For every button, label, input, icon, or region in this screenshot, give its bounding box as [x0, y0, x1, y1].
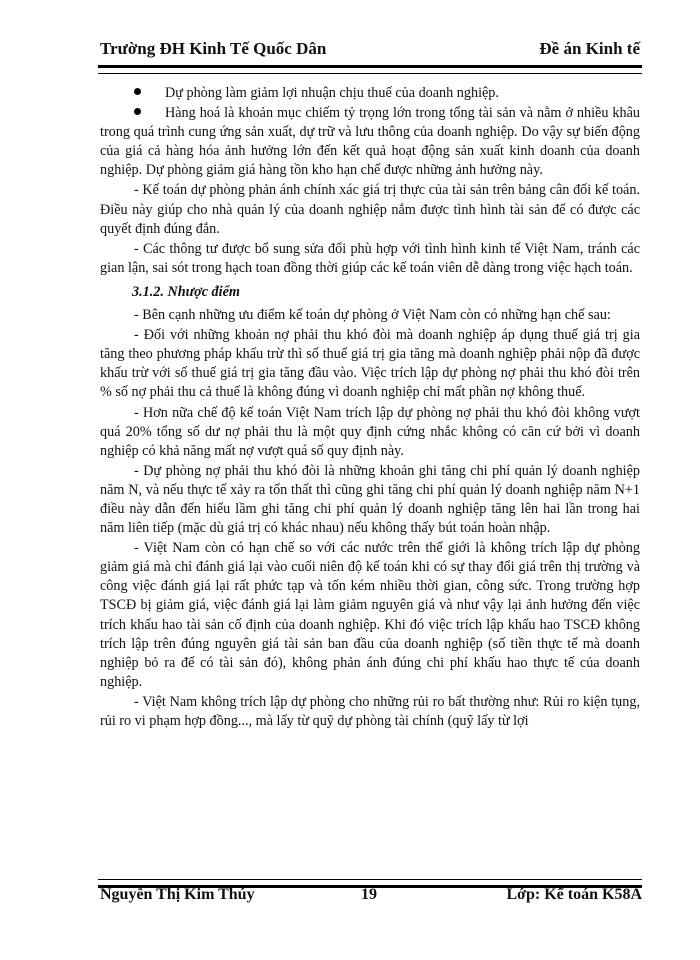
paragraph: - Các thông tư được bổ sung sửa đổi phù hợp với tình hình kinh tế Việt Nam, tránh các gian lận, sai sót trong hạch toan đồng thời giúp các kế toán viên dễ dàng trong việc hạch toán. — [100, 240, 640, 276]
bullet-text: Dự phòng làm giảm lợi nhuận chịu thuế của doanh nghiệp. — [165, 85, 499, 101]
page-header — [100, 34, 640, 64]
bullet-paragraph — [100, 104, 640, 180]
header-rule — [98, 65, 642, 74]
paragraph: - Kế toán dự phòng phản ánh chính xác giá trị thực của tài sản trên bảng cân đối kế toán. Điều này giúp cho nhà quản lý của doanh nghiệp nắm được tình hình tài sản để có được các quyết định đúng đắn. — [100, 182, 640, 237]
bullet-paragraph — [100, 84, 640, 103]
bullet-icon — [134, 88, 141, 95]
paragraph: - Hơn nữa chế độ kế toán Việt Nam trích lập dự phòng nợ phải thu khó đòi không vượt quá 20% tổng số dư nợ phải thu là một quy định cứng nhắc không có căn cứ bởi vì doanh nghiệp có khả năng mất nợ vượt quá số quy định này. — [100, 404, 640, 459]
page-footer — [100, 886, 642, 910]
bullet-icon — [134, 108, 141, 115]
paragraph: - Dự phòng nợ phải thu khó đòi là những khoản ghi tăng chi phí quản lý doanh nghiệp năm N, và nếu thực tế xảy ra tổn thất thì cũng ghi tăng chi phí quản lý doanh nghiệp năm N+1 điều này dẫn đến hiểu lầm ghi tăng chi phí quản lý doanh nghiệp tăng lên hai lần trong hai năm liên tiếp (mặc dù giá trị có khác nhau) nếu không thấy bút toán hoàn nhập. — [100, 462, 640, 537]
header-document-type: Đề án Kinh tế — [539, 39, 640, 58]
page-number: 19 — [361, 886, 377, 903]
footer-class: Lớp: Kế toán K58A — [506, 886, 642, 903]
footer-author: Nguyễn Thị Kim Thúy — [100, 886, 255, 903]
page-body — [100, 84, 640, 732]
section-heading: 3.1.2. Nhược điểm — [132, 283, 240, 300]
bullet-text: Hàng hoá là khoản mục chiếm tỷ trọng lớn trong tổng tài sản và nằm ở nhiều khâu trong quá trình cung ứng sản xuất, dự trữ và lưu thông của doanh nghiệp. Do vậy sự biến động của giá cả hàng hóa ảnh hưởng lớn đến kết quả hoạt động sản xuất kinh doanh của doanh nghiệp. Dự phòng giảm giá hàng tồn kho hạn chế được những ảnh hưởng này. — [100, 105, 640, 179]
header-school-name: Trường ĐH Kinh Tế Quốc Dân — [100, 39, 327, 58]
paragraph: - Việt Nam còn có hạn chế so với các nước trên thế giới là không trích lập dự phòng giảm giá mà chỉ đánh giá lại vào cuối niên độ kế toán khi có sự thay đổi giá trên thị trường và công việc đánh giá lại rất phức tạp và tốn kém nhiều thời gian, công sức. Trong trường hợp TSCĐ bị giảm giá, việc đánh giá lại làm giảm nguyên giá và như vậy lại ảnh hưởng đến việc trích khấu hao tài sản cố định của doanh nghiệp. Khi đó việc trích lập khấu hao TSCĐ không trích lập trên đúng nguyên giá tài sản ban đầu của doanh nghiệp (số tiền thực tế mà doanh nghiệp bỏ ra để có tài sản đó), không phản ánh đúng chi phí khấu hao thực tế của doanh nghiệp. — [100, 540, 640, 690]
paragraph: - Đối với những khoản nợ phải thu khó đòi mà doanh nghiệp áp dụng thuế giá trị gia tăng theo phương pháp khấu trừ thì số thuế giá trị gia tăng mà doanh nghiệp phải nộp đã được khấu trừ với số thuế giá trị gia tăng đầu vào. Việc trích lập dự phòng nợ phải thu khó đòi trên % số nợ phải thu cả thuế là không đúng vì doanh nghiệp chỉ mất phần nợ không thuế. — [100, 327, 640, 401]
paragraph: - Bên cạnh những ưu điểm kế toán dự phòng ở Việt Nam còn có những hạn chế sau: — [134, 307, 611, 324]
paragraph: - Việt Nam không trích lập dự phòng cho những rủi ro bất thường như: Rủi ro kiện tụng, rủi ro vi phạm hợp đồng..., mà lấy từ quỹ dự phòng tài chính (quỹ lấy từ lợi — [100, 693, 640, 729]
